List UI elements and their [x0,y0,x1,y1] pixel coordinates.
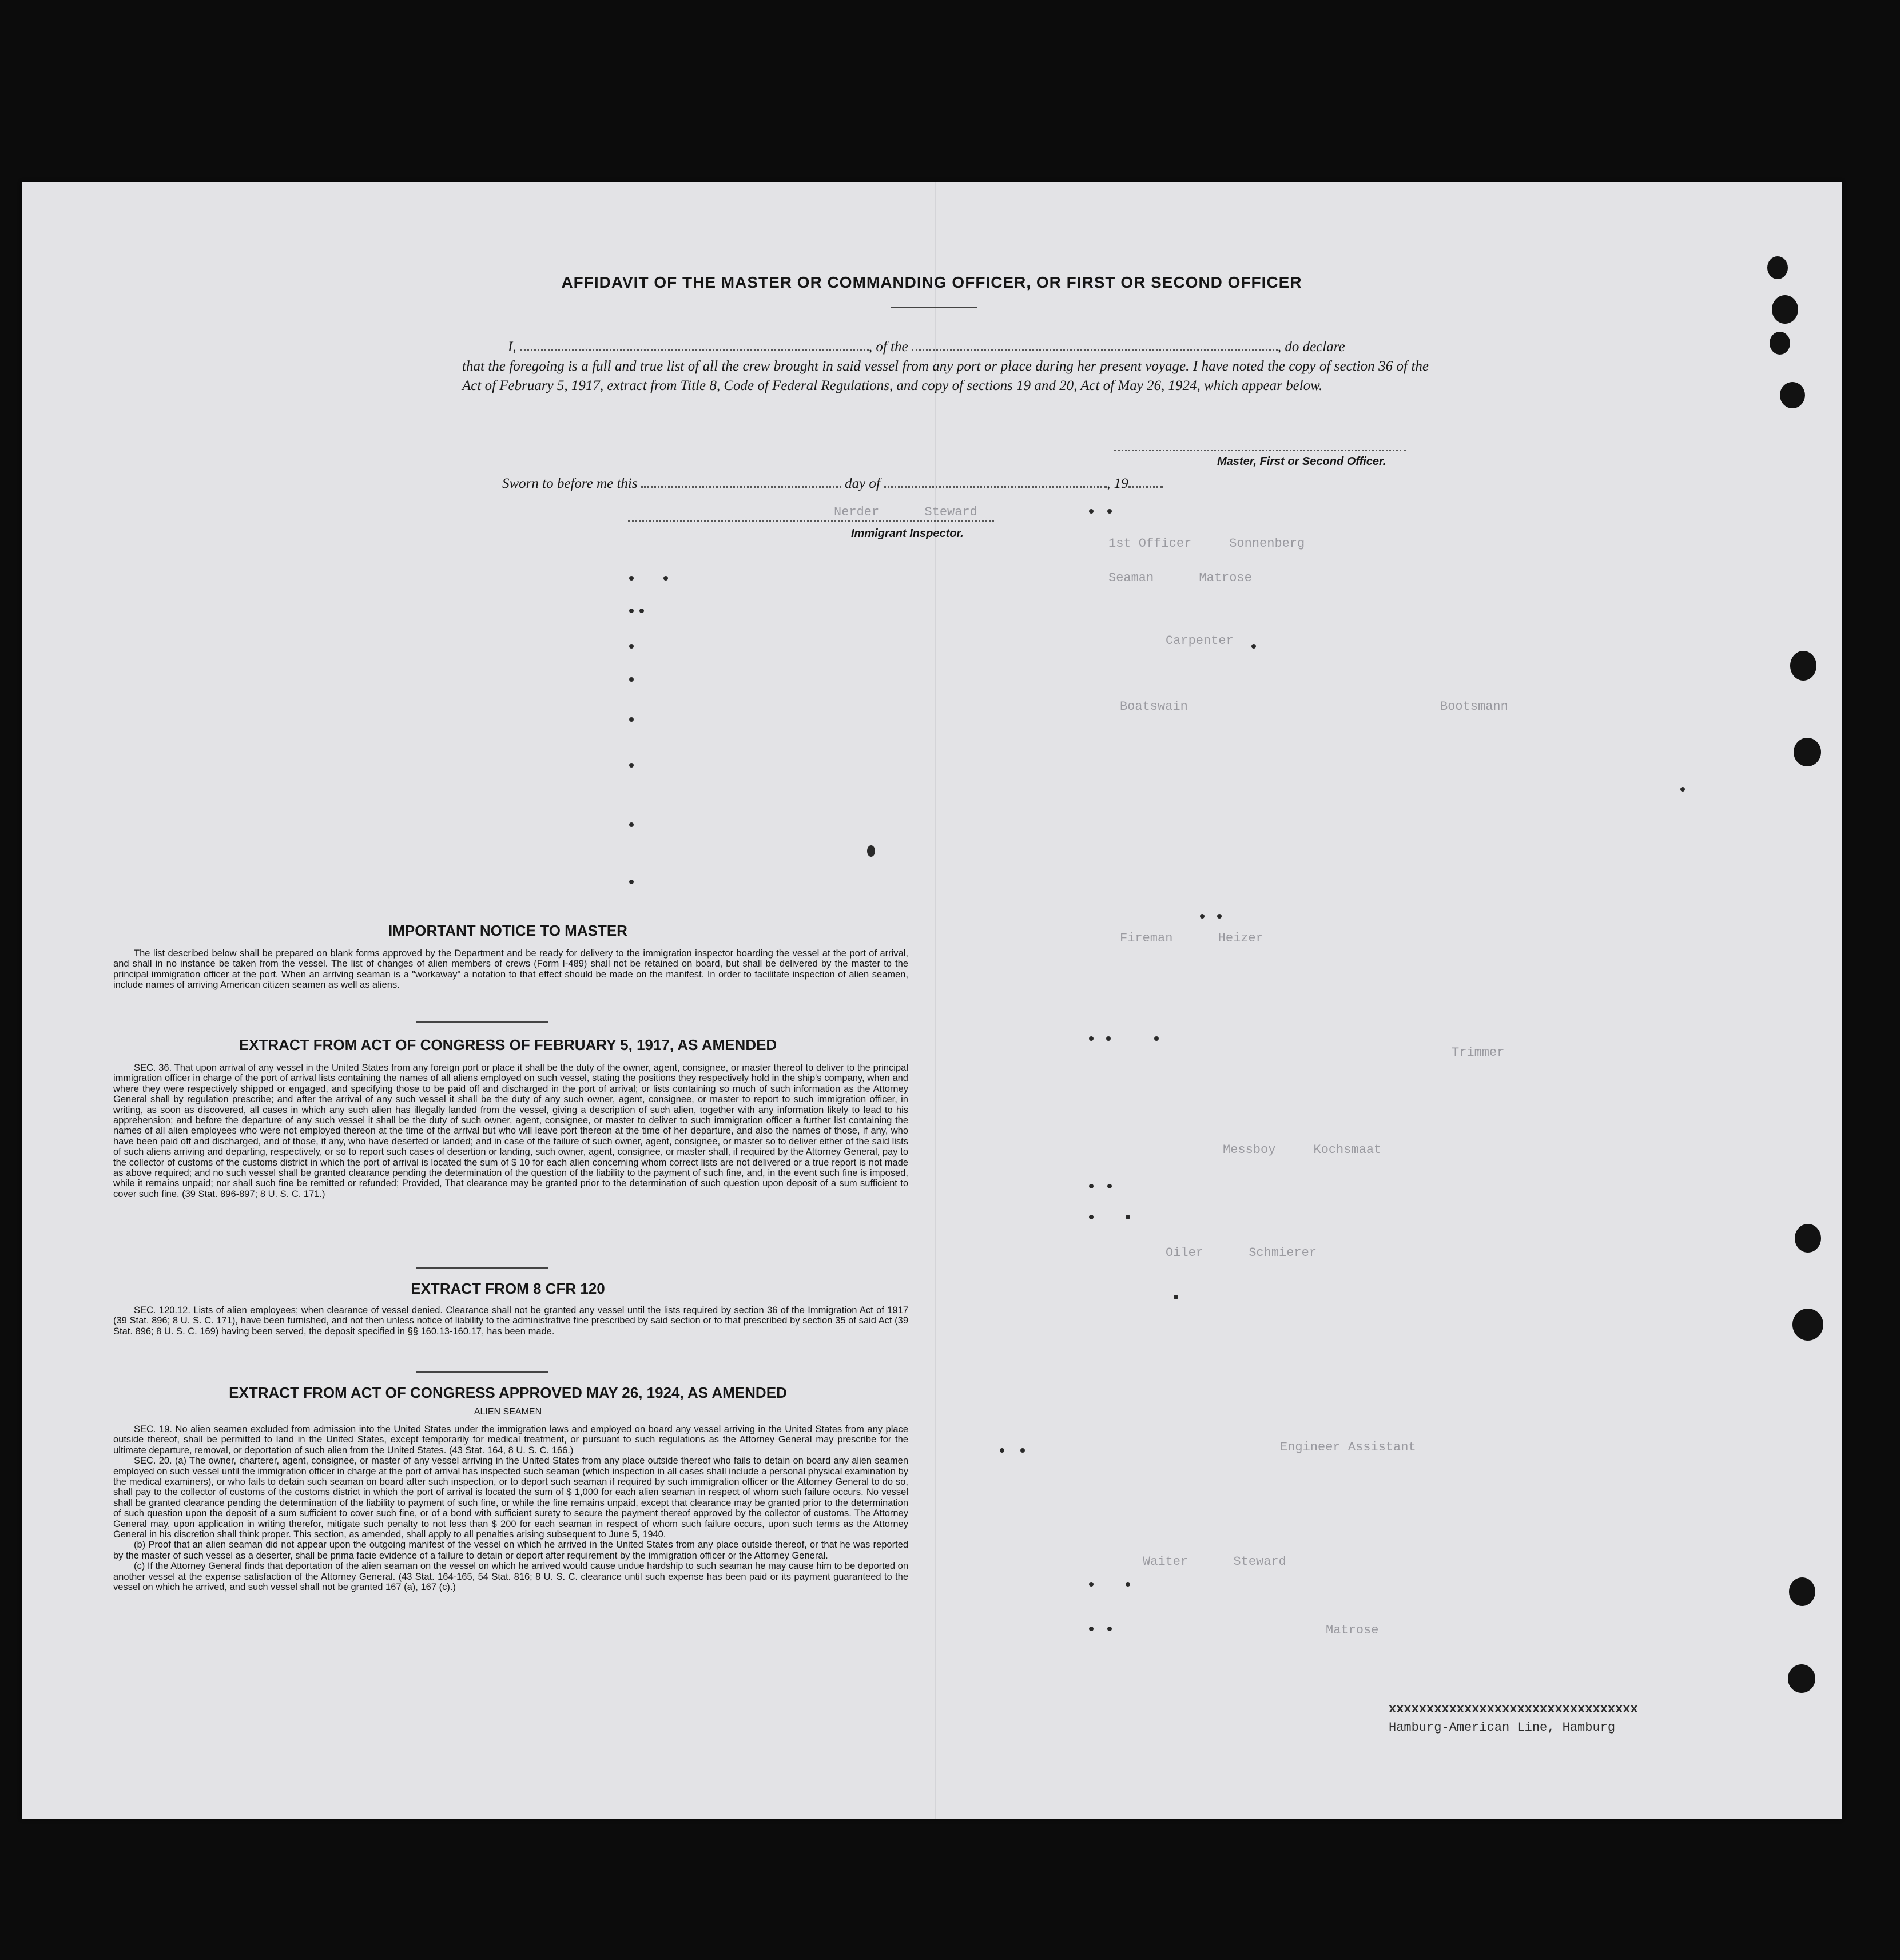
sec-20a-paragraph: SEC. 20. (a) The owner, charterer, agent, consignee, or master of any vessel arriving in the United States from any place outside thereof who fails to detain on board any alien seamen employed on such vessel until the immigration officer in charge at the port of arrival has inspected such seaman (which inspection in all cases shall include a personal physical examination by the medical examiners), or who fails to detain such seaman on board after such inspection, or to deport such seaman if required by such immigration officer or the Attorney General to do so, shall pay to the collector of customs of the customs district in which the port of arrival is located the sum of $ 1,000 for each alien seaman in respect of whom such failure occurs. No vessel shall be granted clearance pending the determination of the liability to payment of such fine, or while the fine remains unpaid, except that clearance may be granted prior to the determination of such question upon the deposit of a sum sufficient to cover such fine, or of a bond with sufficient surety to secure the payment thereof approved by the collector of customs. The Attorney General may, upon application in writing therefor, mitigate such penalty to not less than $ 200 for each seaman in respect of whom such failure occurs, upon such terms as the Attorney General in his discretion shall think proper. This section, as amended, shall apply to all penalties arising subsequent to June 5, 1940. [113,1456,908,1540]
affidavit-of-the: , of the [868,339,908,355]
sworn-month-blank[interactable] [884,486,1107,488]
punch-hole [1795,1224,1821,1253]
sec-19-paragraph: SEC. 19. No alien seamen excluded from admission into the United States under the immigration laws and employed on board any vessel arriving in the United States from any place outside thereof, shall be permitted to land in the United States, except temporarily for medical treatment, or pursuant to such regulations as the Attorney General may prescribe for the ultimate departure, removal, or deportation of such alien from the United States. (43 Stat. 164, 8 U. S. C. 166.) [113,1424,908,1456]
punch-hole [1792,1309,1823,1341]
sec-20c-paragraph: (c) If the Attorney General finds that deportation of the alien seaman on the vessel on which he arrived would cause undue hardship to such seaman he may cause him to be deported on another vessel at the expense satisfaction of the Attorney General. (43 Stat. 164-165, 54 Stat. 816; 8 U. S. C. clearance until such expense has been paid or its payment guaranteed to the vessel on which he arrived, and such vessel shall not be granted 167 (a), 167 (c).) [113,1561,908,1593]
punch-hole [1788,1664,1815,1693]
title-underline [891,307,977,308]
inspector-signature-label: Immigrant Inspector. [851,527,964,540]
divider [416,1021,548,1023]
sec-20b-paragraph: (b) Proof that an alien seaman did not appear upon the outgoing manifest of the vessel on which he arrived in the United States from any place outside thereof, or that he was reported by the master of such vessel as a deserter, shall be prima facie evidence of a failure to detain or deport after requirement by the immigration officer or the Attorney General. [113,1540,908,1561]
punch-hole [1772,295,1798,324]
punch-hole [1770,332,1790,355]
affidavit-declaration: that the foregoing is a full and true list of all the crew brought in said vessel from any port or place during her present voyage. I have noted the copy of section 36 of the Act of February 5, 1917, extract from Title 8, Code of Federal Regulations, and copy of sections 19 and 20, Act of May 26, 1924, which appear below. [462,359,1429,393]
sworn-day-blank[interactable] [641,486,841,488]
notice-heading: IMPORTANT NOTICE TO MASTER [388,922,627,939]
sworn-line [502,476,1163,492]
divider [416,1267,548,1269]
sworn-label: Sworn to before me this [502,476,638,491]
affidavit-title: AFFIDAVIT OF THE MASTER OR COMMANDING OFFICER, OR FIRST OR SECOND OFFICER [561,273,1302,291]
extract-1917-heading: EXTRACT FROM ACT OF CONGRESS OF FEBRUARY 5, 1917, AS AMENDED [239,1036,777,1053]
notice-text [113,948,908,991]
extract-cfr-heading: EXTRACT FROM 8 CFR 120 [411,1280,605,1297]
master-signature-blank[interactable] [1114,450,1406,451]
punch-hole [1789,1577,1815,1606]
punch-hole [1790,651,1816,681]
year-label: , 19 [1107,476,1128,491]
vessel-blank[interactable] [912,349,1278,351]
sec-120-paragraph: SEC. 120.12. Lists of alien employees; when clearance of vessel denied. Clearance shall not be granted any vessel until the lists required by section 36 of the Immigration Act of 1917 (39 Stat. 896; 8 U. S. C. 171), have been furnished, and not then unless notice of liability to the administrative fine prescribed by said section or to that prescribed by section 35 of said Act (39 Stat. 896; 8 U. S. C. 169) having been served, the deposit specified in §§ 160.13-160.17, has been made. [113,1305,908,1337]
fold-line [935,182,936,1819]
typed-strikeout-line: xxxxxxxxxxxxxxxxxxxxxxxxxxxxxxxxx [1389,1702,1638,1716]
year-blank[interactable] [1128,486,1163,488]
extract-1924-heading: EXTRACT FROM ACT OF CONGRESS APPROVED MAY 26, 1924, AS AMENDED [229,1384,787,1401]
punch-hole [1780,382,1805,408]
extract-1917-text [113,1063,908,1199]
affidavit-first-line [462,337,1429,357]
affidavit-i: I, [508,339,516,355]
alien-seamen-subheading: ALIEN SEAMEN [474,1407,542,1417]
extract-1924-text [113,1424,908,1593]
affidavit-do-declare: , do declare [1277,339,1345,355]
name-blank[interactable] [520,349,869,351]
document-page: Nerder Steward 1st Officer Sonnenberg Seaman Matrose Carpenter Boatswain Bootsmann Fireman Heizer Trimmer Messboy Kochsmaat Oiler Schmierer Engineer Assistant Waiter Steward Matrose AFFIDAVIT OF THE MASTER OR COMMANDING OFFICER, OR FIRST OR SECOND OFFICER I, , of the , do declare that the foregoing is a full and true list of all the crew brought in said vessel from any port or place during her present voyage. I have noted the copy of section 36 of the Act of February 5, 1917, extract from Title 8, Code of Federal Regulations, and copy of sections 19 and 20, Act of May 26, 1924, which appear below. Master, First or Second Officer. Sworn to before me this day of , 19 Immigrant Inspector. IMPORTANT NOTICE TO MASTER The list described below shall be prepared on blank forms approved by the Department and be ready for delivery to the immigration inspector boarding the vessel at the port of arrival, and shall in no instance be taken from the vessel. The list of changes of alien members of crews (Form I-489) shall not be retained on board, but shall be delivered by the master to the principal immigration officer at the port. When an arriving seaman is a "workaway" a notation to that effect should be made on the manifest. In order to facilitate inspection of alien seamen, include names of arriving American citizen seamen as well as aliens. EXTRACT FROM ACT OF CONGRESS OF FEBRUARY 5, 1917, AS AMENDED SEC. 36. That upon arrival of any vessel in the United States from any foreign port or place it shall be the duty of the owner, agent, consignee, or master thereof to deliver to the principal immigration officer in charge of the port of arrival lists containing the names of all aliens employed on such vessel, stating the positions they respectively hold in the ship's company, when and where they were respectively shipped or engaged, and specifying those to be paid off and discharged in the port of arrival; or lists containing so much of such information as the Attorney General shall by regulation prescribe; and after the arrival of any such vessel it shall be the duty of any such owner, agent, consignee, or master to report to such immigration officer, in writing, as soon as discovered, all cases in which any such alien has illegally landed from the vessel, giving a description of such alien, together with any information likely to lead to his apprehension; and before the departure of any such vessel it shall be the duty of such owner, agent, consignee, or master to deliver to such immigration officer a further list containing the names of all alien employees who were not employed thereon at the time of the arrival but who will leave port thereon at the time of her departure, and also the names of those, if any, who have been paid off and discharged, and of those, if any, who have deserted or landed; and in case of the failure of such owner, agent, consignee, or master so to deliver either of the said lists of such aliens arriving and departing, respectively, or so to report such cases of desertion or landing, such owner, agent, consignee, or master shall, if required by the Attorney General, pay to the collector of customs of the customs district in which the port of arrival is located the sum of $ 10 for each alien concerning whom correct lists are not delivered or a true report is not made as above required; and no such vessel shall be granted clearance pending the determination of the question of the liability to the payment of such fine, and, in the event such fine is imposed, while it remains unpaid; nor shall such fine be remitted or refunded; Provided, That clearance may be granted prior to the determination of such question upon deposit of a sum sufficient to cover such fine. (39 Stat. 896-897; 8 U. S. C. 171.) EXTRACT FROM 8 CFR 120 SEC. 120.12. Lists of alien employees; when clearance of vessel denied. Clearance shall not be granted any vessel until the lists required by section 36 of the Immigration Act of 1917 (39 Stat. 896; 8 U. S. C. 171), have been furnished, and not then unless notice of liability to the administrative fine prescribed by said section or to that prescribed by section 35 of said Act (39 Stat. 896; 8 U. S. C. 169) having been served, the deposit specified in §§ 160.13-160.17, has been made. EXTRACT FROM ACT OF CONGRESS APPROVED MAY 26, 1924, AS AMENDED ALIEN SEAMEN SEC. 19. No alien seamen excluded from admission into the United States under the immigration laws and employed on board any vessel arriving in the United States from any place outside thereof, shall be permitted to land in the United States, except temporarily for medical treatment, or pursuant to such regulations as the Attorney General may prescribe for the ultimate departure, removal, or deportation of such alien from the United States. (43 Stat. 164, 8 U. S. C. 166.) SEC. 20. (a) The owner, charterer, agent, consignee, or master of any vessel arriving in the United States from any place outside thereof who fails to detain on board any alien seamen employed on such vessel until the immigration officer in charge at the port of arrival has inspected such seaman (which inspection in all cases shall include a personal physical examination by the medical examiners), or who fails to detain such seaman on board after such inspection, or to deport such seaman if required by such immigration officer or the Attorney General to do so, shall pay to the collector of customs of the customs district in which the port of arrival is located the sum of $ 1,000 for each alien seaman in respect of whom such failure occurs. No vessel shall be granted clearance pending the determination of the liability to payment of such fine, or while the fine remains unpaid, except that clearance may be granted prior to the determination of such question upon the deposit of a sum sufficient to cover such fine, or of a bond with sufficient surety to secure the payment thereof approved by the collector of customs. The Attorney General may, upon application in writing therefor, mitigate such penalty to not less than $ 200 for each seaman in respect of whom such failure occurs, upon such terms as the Attorney General in his discretion shall think proper. This section, as amended, shall apply to all penalties arising subsequent to June 5, 1940. (b) Proof that an alien seaman did not appear upon the outgoing manifest of the vessel on which he arrived in the United States from any place outside thereof, or that he was reported by the master of such vessel as a deserter, shall be prima facie evidence of a failure to detain or deport after requirement by the immigration officer or the Attorney General. (c) If the Attorney General finds that deportation of the alien seaman on the vessel on which he arrived would cause undue hardship to such seaman he may cause him to be deported on another vessel at the expense satisfaction of the Attorney General. (43 Stat. 164-165, 54 Stat. 816; 8 U. S. C. clearance until such expense has been paid or its payment guaranteed to the vessel on which he arrived, and such vessel shall not be granted 167 (a), 167 (c).) xxxxxxxxxxxxxxxxxxxxxxxxxxxxxxxxx Hamburg-American Line, Hamburg [22,182,1842,1819]
master-signature-label: Master, First or Second Officer. [1217,455,1386,468]
punch-hole [1794,738,1821,766]
typed-line-company: Hamburg-American Line, Hamburg [1389,1720,1616,1735]
sec-36-paragraph: SEC. 36. That upon arrival of any vessel in the United States from any foreign port or place it shall be the duty of the owner, agent, consignee, or master thereof to deliver to the principal immigration officer in charge of the port of arrival lists containing the names of all aliens employed on such vessel, stating the positions they respectively hold in the ship's company, when and where they were respectively shipped or engaged, and specifying those to be paid off and discharged in the port of arrival; or lists containing so much of such information as the Attorney General shall by regulation prescribe; and after the arrival of any such vessel it shall be the duty of any such owner, agent, consignee, or master to report to such immigration officer, in writing, as soon as discovered, all cases in which any such alien has illegally landed from the vessel, giving a description of such alien, together with any information likely to lead to his apprehension; and before the departure of any such vessel it shall be the duty of such owner, agent, consignee, or master to deliver to such immigration officer a further list containing the names of all alien employees who were not employed thereon at the time of the arrival but who will leave port thereon at the time of her departure, and also the names of those, if any, who have been paid off and discharged, and of those, if any, who have deserted or landed; and in case of the failure of such owner, agent, consignee, or master so to deliver either of the said lists of such aliens arriving and departing, respectively, or so to report such cases of desertion or landing, such owner, agent, consignee, or master shall, if required by the Attorney General, pay to the collector of customs of the customs district in which the port of arrival is located the sum of $ 10 for each alien concerning whom correct lists are not delivered or a true report is not made as above required; and no such vessel shall be granted clearance pending the determination of the question of the liability to the payment of such fine, and, in the event such fine is imposed, while it remains unpaid; nor shall such fine be remitted or refunded; Provided, That clearance may be granted prior to the determination of such question upon deposit of a sum sufficient to cover such fine. (39 Stat. 896-897; 8 U. S. C. 171.) [113,1063,908,1199]
extract-cfr-text [113,1305,908,1337]
divider [416,1371,548,1373]
day-of-label: day of [845,476,880,491]
notice-paragraph: The list described below shall be prepared on blank forms approved by the Department and be ready for delivery to the immigration inspector boarding the vessel at the port of arrival, and shall in no instance be taken from the vessel. The list of changes of alien members of crews (Form I-489) shall not be retained on board, but shall be delivered by the master to the principal immigration officer at the port. When an arriving seaman is a "workaway" a notation to that effect should be made on the manifest. In order to facilitate inspection of alien seamen, include names of arriving American citizen seamen as well as aliens. [113,948,908,991]
inspector-signature-blank[interactable] [628,520,994,522]
